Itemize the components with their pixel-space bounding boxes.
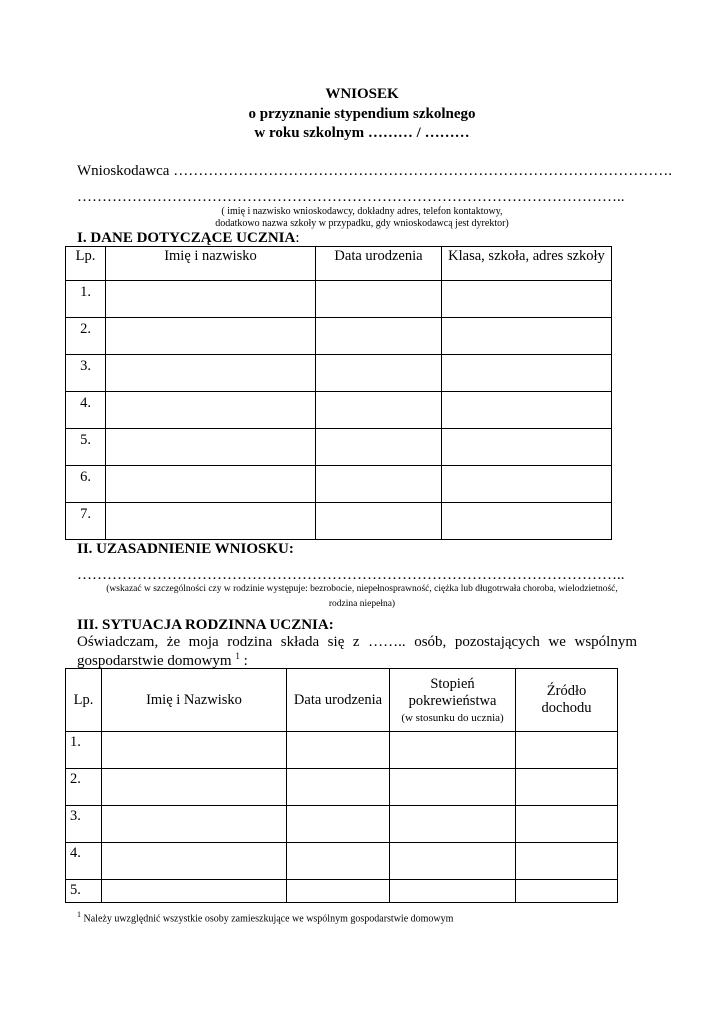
birth-cell[interactable] xyxy=(287,732,390,769)
document-subtitle: o przyznanie stypendium szkolnego xyxy=(248,106,476,122)
applicant-dots-line: ……………………………………………………………………………………………….. xyxy=(77,189,625,205)
birth-cell[interactable] xyxy=(287,806,390,843)
name-cell[interactable] xyxy=(106,318,316,355)
school-cell[interactable] xyxy=(442,318,612,355)
col-full-name: Imię i Nazwisko xyxy=(102,669,287,732)
section1-heading-colon: : xyxy=(295,230,300,246)
table-row xyxy=(66,355,612,392)
family-statement-line1: Oświadczam, że moja rodzina składa się z …….. osób, pozostających we wspólnym xyxy=(77,634,637,650)
name-cell[interactable] xyxy=(106,466,316,503)
row-number: 1. xyxy=(66,281,106,318)
birth-cell[interactable] xyxy=(316,318,442,355)
row-number: 5. xyxy=(66,880,102,903)
table-row xyxy=(66,281,612,318)
school-cell[interactable] xyxy=(442,466,612,503)
row-number: 4. xyxy=(66,392,106,429)
applicant-note-1: ( imię i nazwisko wnioskodawcy, dokładny adres, telefon kontaktowy, xyxy=(221,206,503,217)
section1-heading-text: I. DANE DOTYCZĄCE UCZNIA xyxy=(77,230,296,246)
birth-cell[interactable] xyxy=(287,843,390,880)
student-data-table xyxy=(65,246,612,540)
income-cell[interactable] xyxy=(516,880,618,903)
name-cell[interactable] xyxy=(106,392,316,429)
row-number: 2. xyxy=(66,769,102,806)
col-name: Imię i nazwisko xyxy=(106,247,316,281)
school-cell[interactable] xyxy=(442,503,612,540)
school-cell[interactable] xyxy=(442,392,612,429)
name-cell[interactable] xyxy=(102,843,287,880)
table-row xyxy=(66,392,612,429)
col-kinship xyxy=(390,669,516,732)
table-row xyxy=(66,843,618,880)
col-birth-date: Data urodzenia xyxy=(316,247,442,281)
col-lp: Lp. xyxy=(66,247,106,281)
table-row xyxy=(66,732,618,769)
statement-text: gospodarstwie domowym xyxy=(77,653,232,669)
name-cell[interactable] xyxy=(102,880,287,903)
row-number: 7. xyxy=(66,503,106,540)
document-title: WNIOSEK xyxy=(325,86,399,102)
row-number: 1. xyxy=(66,732,102,769)
table-header-row xyxy=(66,669,618,732)
family-table xyxy=(65,668,618,903)
kinship-label: Stopień pokrewieństwa xyxy=(408,675,497,709)
income-cell[interactable] xyxy=(516,732,618,769)
row-number: 2. xyxy=(66,318,106,355)
income-cell[interactable] xyxy=(516,843,618,880)
statement-colon: : xyxy=(239,653,248,669)
applicant-note-2: dodatkowo nazwa szkoły w przypadku, gdy wnioskodawcą jest dyrektor) xyxy=(215,218,509,229)
name-cell[interactable] xyxy=(106,281,316,318)
kinship-note: (w stosunku do ucznia) xyxy=(401,711,504,724)
justification-note-2: rodzina niepełna) xyxy=(328,599,396,609)
section2-heading: II. UZASADNIENIE WNIOSKU: xyxy=(77,541,294,557)
footnote xyxy=(77,910,453,924)
table-row xyxy=(66,466,612,503)
birth-cell[interactable] xyxy=(287,880,390,903)
birth-cell[interactable] xyxy=(287,769,390,806)
kinship-cell[interactable] xyxy=(390,880,516,903)
birth-cell[interactable] xyxy=(316,281,442,318)
kinship-cell[interactable] xyxy=(390,769,516,806)
name-cell[interactable] xyxy=(106,355,316,392)
justification-note-1: (wskazać w szczególności czy w rodzinie występuje: bezrobocie, niepełnosprawność, ciężka lub długotrwała choroba, wielodzietność, xyxy=(106,584,618,594)
section1-heading xyxy=(77,230,300,247)
birth-cell[interactable] xyxy=(316,355,442,392)
col-birth-date: Data urodzenia xyxy=(287,669,390,732)
applicant-label-line: Wnioskodawca ………………………………………………………………………………………. xyxy=(77,163,672,179)
school-cell[interactable] xyxy=(442,429,612,466)
table-row xyxy=(66,769,618,806)
kinship-cell[interactable] xyxy=(390,806,516,843)
table-row xyxy=(66,318,612,355)
school-cell[interactable] xyxy=(442,355,612,392)
col-class-school: Klasa, szkoła, adres szkoły xyxy=(442,247,612,281)
table-header-row xyxy=(66,247,612,281)
row-number: 3. xyxy=(66,806,102,843)
name-cell[interactable] xyxy=(102,769,287,806)
name-cell[interactable] xyxy=(102,732,287,769)
school-year-line: w roku szkolnym ……… / ……… xyxy=(254,125,470,141)
name-cell[interactable] xyxy=(106,503,316,540)
row-number: 6. xyxy=(66,466,106,503)
name-cell[interactable] xyxy=(106,429,316,466)
kinship-cell[interactable] xyxy=(390,843,516,880)
birth-cell[interactable] xyxy=(316,466,442,503)
col-lp: Lp. xyxy=(66,669,102,732)
table-row xyxy=(66,806,618,843)
row-number: 4. xyxy=(66,843,102,880)
birth-cell[interactable] xyxy=(316,392,442,429)
income-cell[interactable] xyxy=(516,806,618,843)
kinship-cell[interactable] xyxy=(390,732,516,769)
table-row xyxy=(66,880,618,903)
justification-dots-line: ……………………………………………………………………………………………….. xyxy=(77,567,625,583)
name-cell[interactable] xyxy=(102,806,287,843)
birth-cell[interactable] xyxy=(316,429,442,466)
footnote-marker: 1 xyxy=(77,910,81,919)
footnote-ref: 1 xyxy=(235,651,240,661)
income-cell[interactable] xyxy=(516,769,618,806)
row-number: 5. xyxy=(66,429,106,466)
birth-cell[interactable] xyxy=(316,503,442,540)
row-number: 3. xyxy=(66,355,106,392)
table-row xyxy=(66,429,612,466)
footnote-text: Należy uwzględnić wszystkie osoby zamieszkujące we wspólnym gospodarstwie domowym xyxy=(81,913,454,925)
section3-heading: III. SYTUACJA RODZINNA UCZNIA: xyxy=(77,617,334,633)
col-income-source: Źródło dochodu xyxy=(516,669,618,732)
table-row xyxy=(66,503,612,540)
school-cell[interactable] xyxy=(442,281,612,318)
